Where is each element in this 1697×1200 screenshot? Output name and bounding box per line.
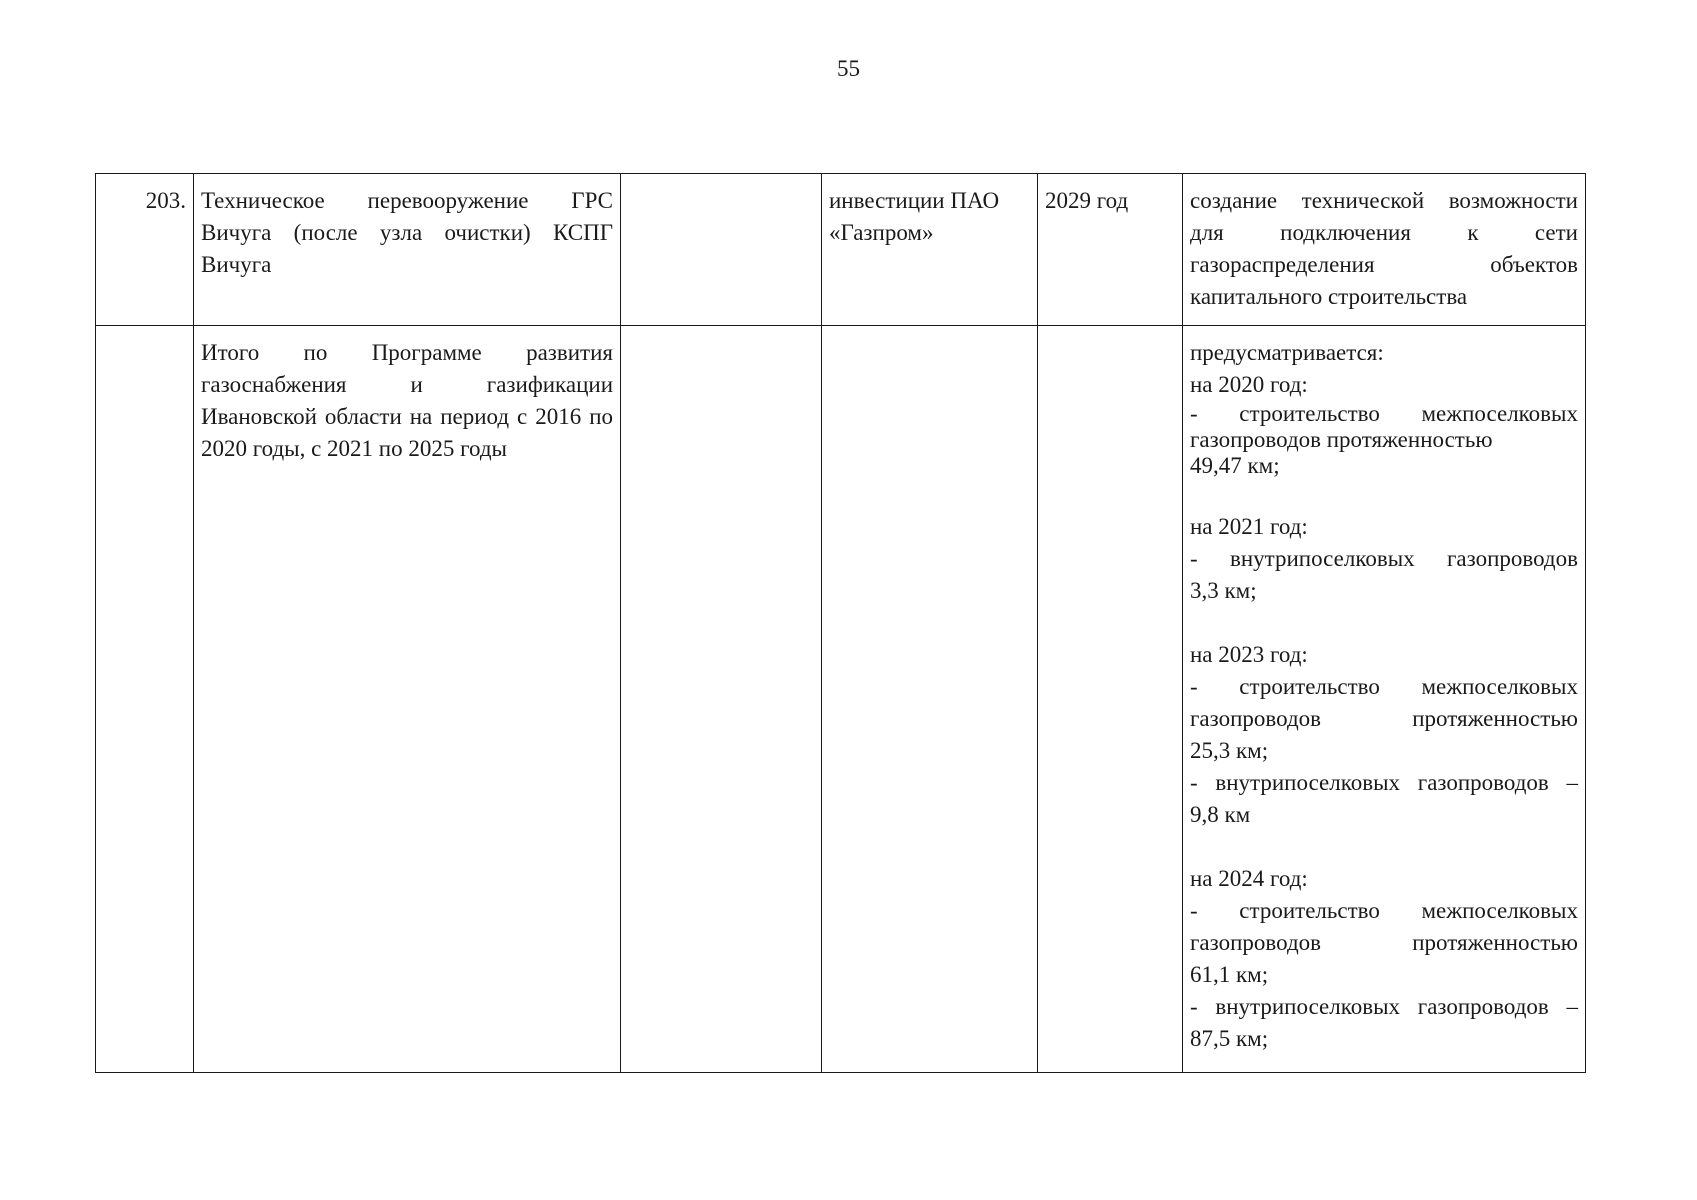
year-2021-line: 3,3 км;	[1190, 578, 1257, 603]
year-2023-line: - строительство межпоселковых	[1190, 674, 1578, 699]
year-2023-line: 25,3 км;	[1190, 738, 1269, 763]
year-2024-line: 61,1 км;	[1190, 962, 1269, 987]
intro-text: предусматривается:	[1190, 340, 1384, 365]
year-2021-line: - внутрипоселковых газопроводов	[1190, 546, 1578, 571]
implementation-year: 2029 год	[1038, 174, 1183, 326]
year-2020-title: на 2020 год:	[1190, 372, 1308, 397]
row-number: 203.	[96, 174, 194, 326]
page-number: 55	[837, 56, 860, 81]
empty-cell	[621, 326, 822, 1073]
year-2024-line: газопроводов протяженностью	[1190, 930, 1578, 955]
spacer	[1190, 831, 1578, 863]
spacer	[1190, 479, 1578, 511]
implementation-year	[1038, 326, 1183, 1073]
year-2024-line: - строительство межпоселковых	[1190, 898, 1578, 923]
planned-works-block	[1190, 337, 1578, 1055]
empty-cell	[621, 174, 822, 326]
year-2023-line: газопроводов протяженностью	[1190, 706, 1578, 731]
year-2020-line: газопроводов протяженностью	[1190, 427, 1493, 452]
year-2021-title: на 2021 год:	[1190, 514, 1308, 539]
table-row	[96, 326, 1586, 1073]
program-table	[95, 173, 1586, 1073]
year-2023-line: - внутрипоселковых газопроводов –	[1190, 770, 1578, 795]
planned-works	[1183, 326, 1586, 1073]
spacer	[1190, 607, 1578, 639]
year-2023-line: 9,8 км	[1190, 802, 1251, 827]
year-2020-line: - строительство межпоселковых	[1190, 401, 1578, 426]
funding-source: инвестиции ПАО «Газпром»	[822, 174, 1038, 326]
total-label: Итого по Программе развития газоснабжения и газификации Ивановской области на период с 2016 по 2020 годы, с 2021 по 2025 годы	[194, 326, 621, 1073]
funding-source	[822, 326, 1038, 1073]
year-2024-title: на 2024 год:	[1190, 866, 1308, 891]
year-2023-title: на 2023 год:	[1190, 642, 1308, 667]
object-name: Техническое перевооружение ГРС Вичуга (после узла очистки) КСПГ Вичуга	[194, 174, 621, 326]
year-2020-line: 49,47 км;	[1190, 453, 1280, 478]
expected-result: создание технической возможности для подключения к сети газораспределения объектов капитального строительства	[1183, 174, 1586, 326]
row-number	[96, 326, 194, 1073]
year-2024-line: 87,5 км;	[1190, 1026, 1269, 1051]
table-row	[96, 174, 1586, 326]
year-2024-line: - внутрипоселковых газопроводов –	[1190, 994, 1578, 1019]
